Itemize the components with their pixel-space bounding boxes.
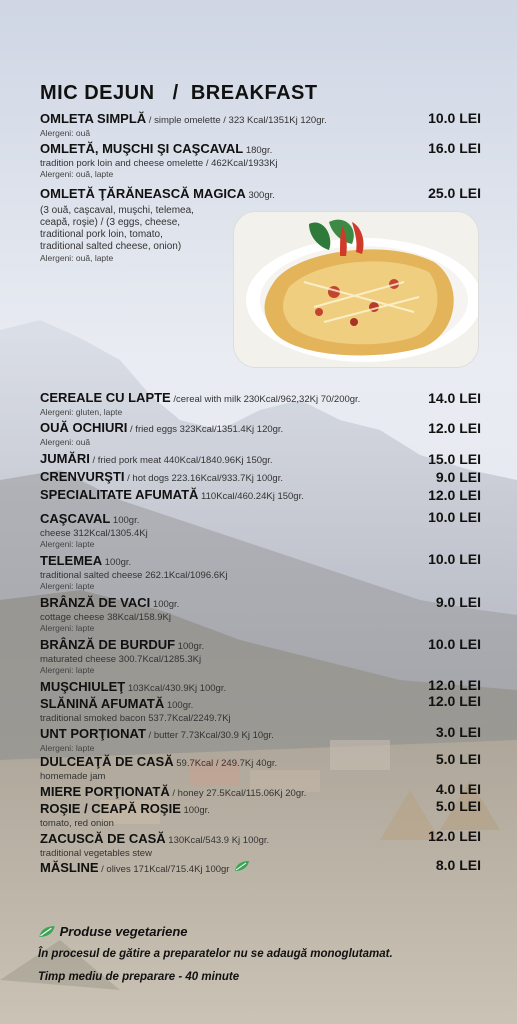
item-price: 16.0 LEI <box>428 140 481 156</box>
menu-item-telemea <box>40 552 490 591</box>
item-weight: 100gr. <box>175 641 205 652</box>
vegetarian-legend <box>38 924 188 941</box>
menu-item-omleta-taraneasca <box>40 185 490 203</box>
item-name: JUMĂRI <box>40 451 90 466</box>
menu-item-zacusca <box>40 830 490 859</box>
ingredients-line: (3 ouă, caşcaval, muşchi, telemea, <box>40 205 194 216</box>
item-name: BRÂNZĂ DE BURDUF <box>40 637 176 652</box>
item-price: 8.0 LEI <box>435 857 481 873</box>
item-name: OMLETĂ ŢĂRĂNEASCĂ MAGICA <box>40 186 246 201</box>
menu-item-crenvursti <box>40 468 490 486</box>
item-price: 10.0 LEI <box>428 636 481 652</box>
item-sub: homemade jam <box>40 771 106 782</box>
item-desc: / butter 7.73Kcal/30.9 Kj 10gr. <box>145 730 274 741</box>
item-desc: cottage cheese 38Kcal/158.9Kj <box>40 612 171 623</box>
item-desc: / honey 27.5Kcal/115.06Kj 20gr. <box>169 788 307 799</box>
item-name: ZACUSCĂ DE CASĂ <box>40 831 166 846</box>
menu-item-rosie <box>40 800 490 829</box>
item-price: 4.0 LEI <box>435 781 481 797</box>
menu-item-muschiulet <box>40 678 490 696</box>
item-name: CEREALE CU LAPTE <box>40 390 171 405</box>
item-weight: 100gr. <box>180 805 210 816</box>
item-price: 3.0 LEI <box>435 724 481 740</box>
item-name: MUŞCHIULEŢ <box>40 679 126 694</box>
item-weight: 100gr. <box>164 700 194 711</box>
page-title: MIC DEJUN / BREAKFAST <box>40 82 318 104</box>
item-price: 12.0 LEI <box>428 693 481 709</box>
item-price: 9.0 LEI <box>435 469 481 485</box>
item-price: 12.0 LEI <box>428 487 481 503</box>
item-price: 15.0 LEI <box>428 451 481 467</box>
item-desc: cheese 312Kcal/1305.4Kj <box>40 528 148 539</box>
item-allergens: Alergeni: lapte <box>40 665 95 675</box>
item-price: 5.0 LEI <box>435 798 481 814</box>
menu-item-branza-burduf <box>40 636 490 675</box>
item-price: 12.0 LEI <box>428 828 481 844</box>
item-allergens: Alergeni: ouă <box>40 128 91 138</box>
item-name: OMLETA SIMPLĂ <box>40 111 147 126</box>
item-name: TELEMEA <box>40 553 103 568</box>
item-name: MĂSLINE <box>40 860 99 876</box>
item-price: 10.0 LEI <box>428 551 481 567</box>
menu-item-oua-ochiuri <box>40 419 490 447</box>
item-name: SPECIALITATE AFUMATĂ <box>40 487 199 502</box>
menu-item-omleta-muschi <box>40 140 490 179</box>
item-name: DULCEAŢĂ DE CASĂ <box>40 754 174 769</box>
footer-note-time: Timp mediu de preparare - 40 minute <box>38 971 240 983</box>
item-desc: / simple omelette / 323 Kcal/1351Kj 120gr. <box>146 115 327 126</box>
menu-item-branza-vaci <box>40 594 490 633</box>
menu-item-omleta-simpla <box>40 110 490 138</box>
item-desc: / olives 171Kcal/715.4Kj 100gr <box>98 864 230 876</box>
omleta-ingredients <box>40 205 230 263</box>
item-name: CAŞCAVAL <box>40 511 111 526</box>
menu-item-unt <box>40 725 490 753</box>
menu-item-cascaval <box>40 510 490 549</box>
item-name: OMLETĂ, MUŞCHI ŞI CAŞCAVAL <box>40 141 244 156</box>
menu-item-miere <box>40 783 490 801</box>
item-allergens: Alergeni: ouă, lapte <box>40 169 114 179</box>
item-weight: 100gr. <box>102 557 132 568</box>
item-name: MIERE PORŢIONATĂ <box>40 784 170 799</box>
item-desc: tradition pork loin and cheese omelette / 462Kcal/1933Kj <box>40 158 278 169</box>
item-allergens: Alergeni: lapte <box>40 623 95 633</box>
item-price: 10.0 LEI <box>428 509 481 525</box>
item-name: UNT PORŢIONAT <box>40 726 146 741</box>
leaf-icon <box>38 925 56 941</box>
item-weight: 180gr. <box>243 145 273 156</box>
menu-item-specialitate <box>40 486 490 504</box>
ingredients-line: traditional salted cheese, onion) <box>40 241 182 252</box>
ingredients-line: traditional pork loin, tomato, <box>40 229 163 240</box>
item-desc: maturated cheese 300.7Kcal/1285.3Kj <box>40 654 202 665</box>
item-weight: 300gr. <box>245 190 275 201</box>
item-weight: 100gr. <box>150 599 180 610</box>
item-desc: traditional smoked bacon 537.7Kcal/2249.7Kj <box>40 713 231 724</box>
item-allergens: Alergeni: lapte <box>40 581 95 591</box>
item-price: 9.0 LEI <box>435 594 481 610</box>
item-price: 12.0 LEI <box>428 420 481 436</box>
menu-item-masline <box>40 859 490 877</box>
item-desc: 59.7Kcal / 249.7Kj 40gr. <box>173 758 278 769</box>
item-price: 12.0 LEI <box>428 677 481 693</box>
omelette-photo <box>234 212 478 367</box>
item-desc: /cereal with milk 230Kcal/962,32Kj 70/200gr. <box>170 394 361 405</box>
footer-note-msg: În procesul de gătire a preparatelor nu se adaugă monoglutamat. <box>38 948 393 960</box>
item-sub: tomato, red onion <box>40 818 114 829</box>
leaf-icon <box>234 859 250 877</box>
item-desc: traditional salted cheese 262.1Kcal/1096.6Kj <box>40 570 228 581</box>
item-desc: / fried eggs 323Kcal/1351.4Kj 120gr. <box>127 424 284 435</box>
vegetarian-label: Produse vegetariene <box>59 924 188 939</box>
item-allergens: Alergeni: gluten, lapte <box>40 407 123 417</box>
item-allergens: Alergeni: lapte <box>40 539 95 549</box>
item-desc: / fried pork meat 440Kcal/1840.96Kj 150gr. <box>89 455 273 466</box>
item-desc: 130Kcal/543.9 Kj 100gr. <box>165 835 270 846</box>
item-price: 10.0 LEI <box>428 110 481 126</box>
item-name: CRENVURŞTI <box>40 469 125 484</box>
ingredients-line: ceapă, roşie) / (3 eggs, cheese, <box>40 217 181 228</box>
item-desc: 103Kcal/430.9Kj 100gr. <box>125 683 227 694</box>
item-price: 5.0 LEI <box>435 751 481 767</box>
item-name: ROŞIE / CEAPĂ ROŞIE <box>40 801 181 816</box>
item-weight: 100gr. <box>110 515 140 526</box>
item-price: 25.0 LEI <box>428 185 481 201</box>
item-desc: 110Kcal/460.24Kj 150gr. <box>198 491 304 502</box>
menu-item-dulceata <box>40 753 490 782</box>
item-name: BRÂNZĂ DE VACI <box>40 595 151 610</box>
menu-item-jumari <box>40 450 490 468</box>
item-allergens: Alergeni: ouă <box>40 437 91 447</box>
item-allergens: Alergeni: lapte <box>40 743 95 753</box>
item-name: OUĂ OCHIURI <box>40 420 128 435</box>
item-sub: traditional vegetables stew <box>40 848 152 859</box>
item-allergens: Alergeni: ouă, lapte <box>40 253 114 263</box>
item-desc: / hot dogs 223.16Kcal/933.7Kj 100gr. <box>124 473 283 484</box>
menu-item-slanina <box>40 695 490 724</box>
menu-item-cereale <box>40 389 490 417</box>
item-name: SLĂNINĂ AFUMATĂ <box>40 696 165 711</box>
item-price: 14.0 LEI <box>428 390 481 406</box>
